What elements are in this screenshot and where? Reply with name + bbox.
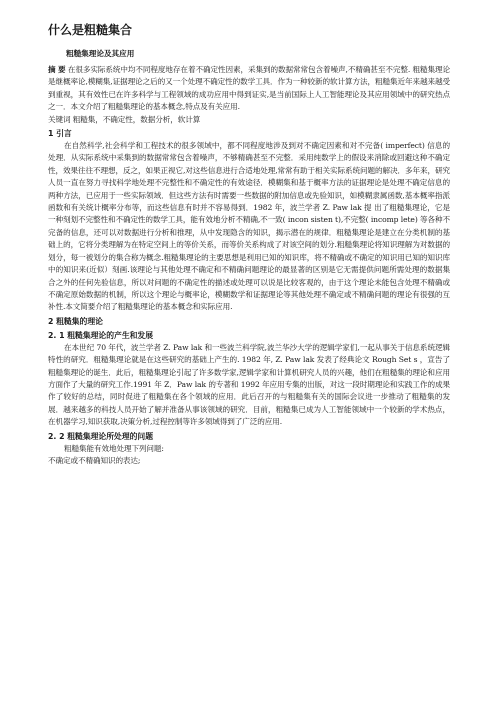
abstract-paragraph — [48, 64, 450, 114]
section-2-2-line-1: 粗糙集能有效地处理下列问题: — [64, 443, 164, 453]
paper-subtitle: 粗糙集理论及其应用 — [66, 49, 135, 58]
keywords-line: 关键词 粗糙集，不确定性，数据分析，软计算 — [48, 114, 201, 124]
abstract-text: 在很多实际系统中均不同程度地存在着不确定性因素，采集到的数据常常包含着噪声,不精确甚至不完整. 粗糙集理论是继概率论,模糊集,证据理论之后的又一个处理不确定性的数学工具．作为一种较新的软计算方法，粗糙集近年来越来越受到重视，其有效性已在许多科学与工程领域的成功应用中得到证实,是当前国际上人工智能理论及其应用领域中的研究热点之一．本文介绍了粗糙集理论的基本概念,特点及有关应用. — [48, 65, 450, 112]
abstract-label: 摘 要 — [48, 65, 66, 74]
document-title: 什么是粗糙集合 — [48, 23, 133, 37]
section-1-heading: 1 引言 — [48, 129, 72, 139]
section-2-2-heading: 2. 2 粗糙集理论所处理的问题 — [48, 431, 154, 441]
section-2-1-paragraph: 在本世纪 70 年代，波兰学者 Z. Paw lak 和一些波兰科学院,波兰华沙大学的逻辑学家们,一起从事关于信息系统逻辑特性的研究．粗糙集理论就是在这些研究的基础上产生的. 1982 年, Z. Paw lak 发表了经典论文 Rough Set s ，宣告了粗糙集理论的诞生．此后，粗糙集理论引起了许多数学家,逻辑学家和计算机研究人员的兴趣，他们在粗糙集的理论和应用方面作了大量的研究工作.1991 年 Z．Paw lak 的专著和 1992 年应用专集的出版，对这一段时期理论和实践工作的成果作了较好的总结，同时促进了粗糙集在各个领域的应用．此后召开的与粗糙集有关的国际会议进一步推动了粗糙集的发展．越来越多的科技人员开始了解并准备从事该领域的研究．目前，粗糙集已成为人工智能领域中一个较新的学术热点，在机器学习,知识获取,决策分析,过程控制等许多领域得到了广泛的应用. — [48, 342, 450, 427]
section-2-heading: 2 粗糙集的理论 — [48, 316, 103, 326]
section-2-1-heading: 2. 1 粗糙集理论的产生和发展 — [48, 330, 154, 340]
section-1-paragraph: 在自然科学,社会科学和工程技术的很多领域中，都不同程度地涉及到对不确定因素和对不完备( imperfect) 信息的处理．从实际系统中采集到的数据常常包含着噪声，不够精确甚至不完整．采用纯数学上的假设来消除或回避这种不确定性，效果往往不理想，反之，如果正视它,对这些信息进行合适地处理,常常有助于相关实际系统问题的解决．多年来，研究人员一直在努力寻找科学地处理不完整性和不确定性的有效途径．模糊集和基于概率方法的证据理论是处理不确定信息的两种方法，已应用于一些实际领域．但这些方法有时需要一些数据的附加信息或先验知识，如模糊隶属函数,基本概率指派函数和有关统计概率分布等，而这些信息有时并不容易得到．1982 年，波兰学者 Z. Paw lak 提 出了粗糙集理论，它是一种刻划不完整性和不确定性的数学工具，能有效地分析不精确,不一致( incon sisten t),不完整( incomp lete) 等各种不完备的信息，还可以对数据进行分析和推理，从中发现隐含的知识，揭示潜在的规律．粗糙集理论是建立在分类机制的基础上的，它将分类理解为在特定空间上的等价关系，而等价关系构成了对该空间的划分.粗糙集理论将知识理解为对数据的划分，每一被划分的集合称为概念.粗糙集理论的主要思想是利用已知的知识库，将不精确或不确定的知识用已知的知识库中的知识来(近似）刻画.该理论与其他处理不确定和不精确问题理论的最显著的区别是它无需提供问题所需处理的数据集合之外的任何先验信息，所以对问题的不确定性的描述或处理可以说是比较客观的，由于这个理论未能包含处理不精确或不确定原始数据的机制，所以这个理论与概率论，模糊数学和证据理论等其他处理不确定或不精确问题的理论有很强的互补性.本文简要介绍了粗糙集理论的基本概念和实际应用. — [48, 141, 450, 312]
section-2-2-line-2: 不确定或不精确知识的表达; — [48, 455, 141, 465]
